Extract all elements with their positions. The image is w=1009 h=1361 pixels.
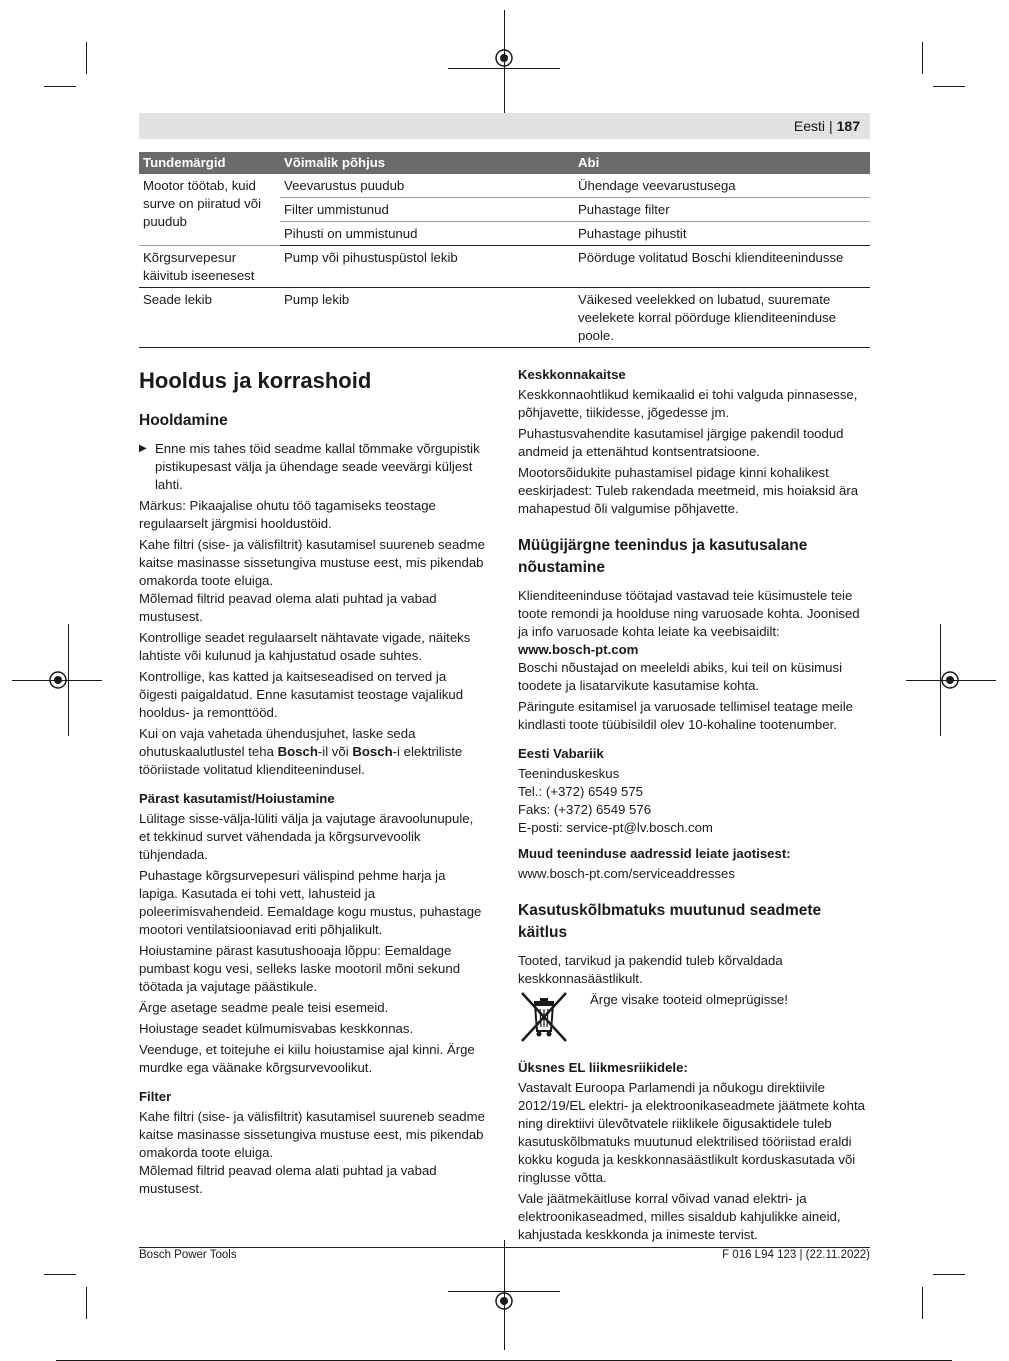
paragraph-line: Mõlemad filtrid peavad olema alati puhtad ja vabad mustusest.: [139, 1163, 437, 1196]
table-header-row: [139, 152, 870, 174]
table-cell-remedy: Puhastage filter: [574, 198, 870, 222]
paragraph-line: Kahe filtri (sise- ja välisfiltrit) kasutamisel suureneb seadme kaitse masinasse sissetungiva mustuse eest, mis pikendab omakorda toote eluiga.: [139, 537, 485, 588]
bullet-item: [139, 440, 486, 494]
paragraph: Mootorsõidukite puhastamisel pidage kinni kohalikest eeskirjadest: Tuleb rakendada meetmeid, mis hoiaksid ära mahapestud õli valgumise põhjavette.: [518, 465, 859, 516]
registration-mark-icon: [940, 670, 960, 690]
paragraph: Vastavalt Euroopa Parlamendi ja nõukogu direktiivile 2012/19/EL elektri- ja elektroonikaseadmete jäätmete kohta ning direktiivi ülevõtvatele riiklikele õigusaktidele tuleb kasutuskõlbmatuks muutunud elektrilised tööriistad eraldi kokku koguda ja keskkonnasäästlikult korduskasutada või ringlusse võtta.: [518, 1080, 865, 1185]
crop-mark: [922, 42, 923, 74]
table-cell-symptom: Mootor töötab, kuid surve on piiratud või puudub: [139, 174, 280, 246]
header-separator: |: [829, 118, 833, 134]
table-cell-remedy: Pöörduge volitatud Boschi klienditeenindusse: [574, 246, 870, 288]
table-cell-remedy: Ühendage veevarustusega: [574, 174, 870, 198]
right-column: [518, 366, 870, 1247]
table-row: [139, 288, 870, 348]
paragraph: Märkus: Pikaajalise ohutu töö tagamiseks teostage regulaarselt järgmisi hooldustöid.: [139, 498, 436, 531]
paragraph: [139, 725, 486, 779]
weee-note: Ärge visake tooteid olmeprügisse!: [590, 992, 788, 1007]
registration-mark-icon: [494, 1291, 514, 1311]
brand-name: Bosch: [277, 744, 318, 759]
crop-mark: [68, 624, 69, 736]
section-title: Hooldus ja korrashoid: [139, 368, 372, 393]
table-cell-symptom: Seade lekib: [139, 288, 280, 348]
bullet-text: Enne mis tahes töid seadme kallal tõmmake võrgupistik pistikupesast välja ja ühendage seade veevärgi küljest lahti.: [155, 441, 480, 492]
paragraph: Boschi nõustajad on meeleldi abiks, kui teil on küsimusi toodete ja lisatarvikute kasutamise kohta.: [518, 660, 842, 693]
footer-doc-number: F 016 L94 123 | (22.11.2022): [722, 1249, 870, 1261]
paragraph: [139, 536, 486, 626]
crossed-bin-icon: [518, 991, 570, 1043]
crop-mark: [922, 1287, 923, 1319]
paragraph: Lülitage sisse-välja-lüliti välja ja vajutage äravoolunupule, et tekkinud survet vähendada ja kõrgsurvevoolik tühjendada.: [139, 811, 474, 862]
table-cell-symptom: Kõrgsurvepesur käivitub iseenesest: [139, 246, 280, 288]
paragraph: Kontrollige seadet regulaarselt nähtavate vigade, näiteks lahtiste või kulunud ja kahjustatud osade suhtes.: [139, 630, 471, 663]
service-fax: Faks: (+372) 6549 576: [518, 802, 652, 817]
filter-heading: Filter: [139, 1089, 172, 1104]
table-cell-cause: Filter ummistunud: [280, 198, 574, 222]
table-cell-cause: Veevarustus puudub: [280, 174, 574, 198]
table-cell-remedy: Puhastage pihustit: [574, 222, 870, 246]
paragraph-line: Kahe filtri (sise- ja välisfiltrit) kasutamisel suureneb seadme kaitse masinasse sissetungiva mustuse eest, mis pikendab omakorda toote eluiga.: [139, 1109, 485, 1160]
troubleshooting-table: [139, 152, 870, 348]
service-email[interactable]: E-posti: service-pt@lv.bosch.com: [518, 820, 713, 835]
table-header-remedy: Abi: [574, 152, 870, 174]
country-heading: Eesti Vabariik: [518, 746, 604, 761]
paragraph: Vale jäätmekäitluse korral võivad vanad elektri- ja elektroonikaseadmed, milles sisaldub kahjulikke aineid, kahjustada keskkonda ja inimeste tervist.: [518, 1191, 841, 1242]
disposal-heading: Kasutuskõlbmatuks muutunud seadmete käitlus: [518, 902, 822, 941]
paragraph: Kontrollige, kas katted ja kaitseseadised on terved ja õigesti paigaldatud. Enne kasutamist teostage vajalikud hooldus- ja remonttööd.: [139, 669, 464, 720]
footer-company: Bosch Power Tools: [139, 1249, 237, 1261]
page-header: [139, 113, 870, 139]
paragraph: Päringute esitamisel ja varuosade tellimisel teatage meile kindlasti toote tüübisildil olev 10-kohaline tootenumber.: [518, 699, 853, 732]
header-language: Eesti: [793, 118, 825, 134]
table-cell-cause: Pump lekib: [280, 288, 574, 348]
crop-mark: [86, 1287, 87, 1319]
registration-mark-icon: [48, 670, 68, 690]
bullet-triangle-icon: ▶: [139, 443, 147, 454]
paragraph: Tooted, tarvikud ja pakendid tuleb kõrvaldada keskkonnasäästlikult.: [518, 953, 783, 986]
paragraph: Puhastusvahendite kasutamisel järgige pakendil toodud andmeid ja ettenähtud kontsentratsioone.: [518, 426, 844, 459]
paragraph: Hoiustage seadet külmumisvabas keskkonnas.: [139, 1021, 414, 1036]
after-use-heading: Pärast kasutamist/Hoiustamine: [139, 791, 335, 806]
table-cell-remedy: Väikesed veelekked on lubatud, suuremate veelekete korral pöörduge klienditeeninduse poole.: [574, 288, 870, 348]
paragraph: Ärge asetage seadme peale teisi esemeid.: [139, 1000, 389, 1015]
service-center: Teeninduskeskus: [518, 766, 620, 781]
weee-notice: [518, 991, 870, 1043]
crop-mark: [86, 42, 87, 74]
table-header-cause: Võimalik põhjus: [280, 152, 574, 174]
service-phone: Tel.: (+372) 6549 575: [518, 784, 644, 799]
text-run: -il või: [317, 744, 353, 759]
table-row: [139, 246, 870, 288]
paragraph: Hoiustamine pärast kasutushooaja lõppu: Eemaldage pumbast kogu vesi, selleks laske mootoril mõni sekund töötada ja vajutage päästikule.: [139, 943, 461, 994]
table-cell-cause: Pihusti on ummistunud: [280, 222, 574, 246]
brand-name: Bosch: [352, 744, 393, 759]
footer-divider: [139, 1247, 870, 1248]
paragraph: Klienditeeninduse töötajad vastavad teie küsimustele teie toote remondi ja hoolduse ning varuosade kohta. Joonised ja info varuosade kohta leiate ka veebisaidilt:: [518, 588, 860, 639]
page-number: 187: [836, 118, 860, 134]
paragraph: Puhastage kõrgsurvepesuri välispind pehme harja ja lapiga. Kasutada ei tohi vett, lahusteid ja poleerimisvahendeid. Eemaldage kogu mustus, puhastage mootori ventilatsiooniavad eriti põhjalikult.: [139, 868, 482, 937]
service-url[interactable]: www.bosch-pt.com: [518, 642, 639, 657]
crop-mark: [44, 86, 76, 87]
text-run: -i elektriliste tööriistade volitatud klienditeenindusel.: [139, 744, 463, 777]
service-heading: Müügijärgne teenindus ja kasutusalane nõustamine: [518, 537, 808, 576]
crop-mark: [933, 86, 965, 87]
crop-mark: [44, 1274, 76, 1275]
paragraph: Keskkonnaohtlikud kemikaalid ei tohi valguda pinnasesse, põhjavette, tiikidesse, jõgedesse jm.: [518, 387, 858, 420]
eu-heading: Üksnes EL liikmesriikidele:: [518, 1060, 688, 1075]
left-column: [139, 366, 486, 1201]
table-cell-cause: Pump või pihustuspüstol lekib: [280, 246, 574, 288]
registration-mark-icon: [494, 48, 514, 68]
paragraph: [139, 1108, 486, 1198]
maintenance-heading: Hooldamine: [139, 412, 228, 429]
paragraph-line: Mõlemad filtrid peavad olema alati puhtad ja vabad mustusest.: [139, 591, 437, 624]
paragraph: Veenduge, et toitejuhe ei kiilu hoiustamise ajal kinni. Ärge murdke ega väänake kõrgsurvevoolikut.: [139, 1042, 475, 1075]
environment-heading: Keskkonnakaitse: [518, 367, 626, 382]
crop-mark: [933, 1274, 965, 1275]
table-row: [139, 174, 870, 198]
text-run: Kui on vaja vahetada ühendusjuhet, laske seda ohutuskaalutlustel teha: [139, 726, 416, 759]
service-addresses-url[interactable]: www.bosch-pt.com/serviceaddresses: [518, 866, 735, 881]
table-header-symptom: Tundemärgid: [139, 152, 280, 174]
more-addresses-heading: Muud teeninduse aadressid leiate jaotisest:: [518, 846, 791, 861]
